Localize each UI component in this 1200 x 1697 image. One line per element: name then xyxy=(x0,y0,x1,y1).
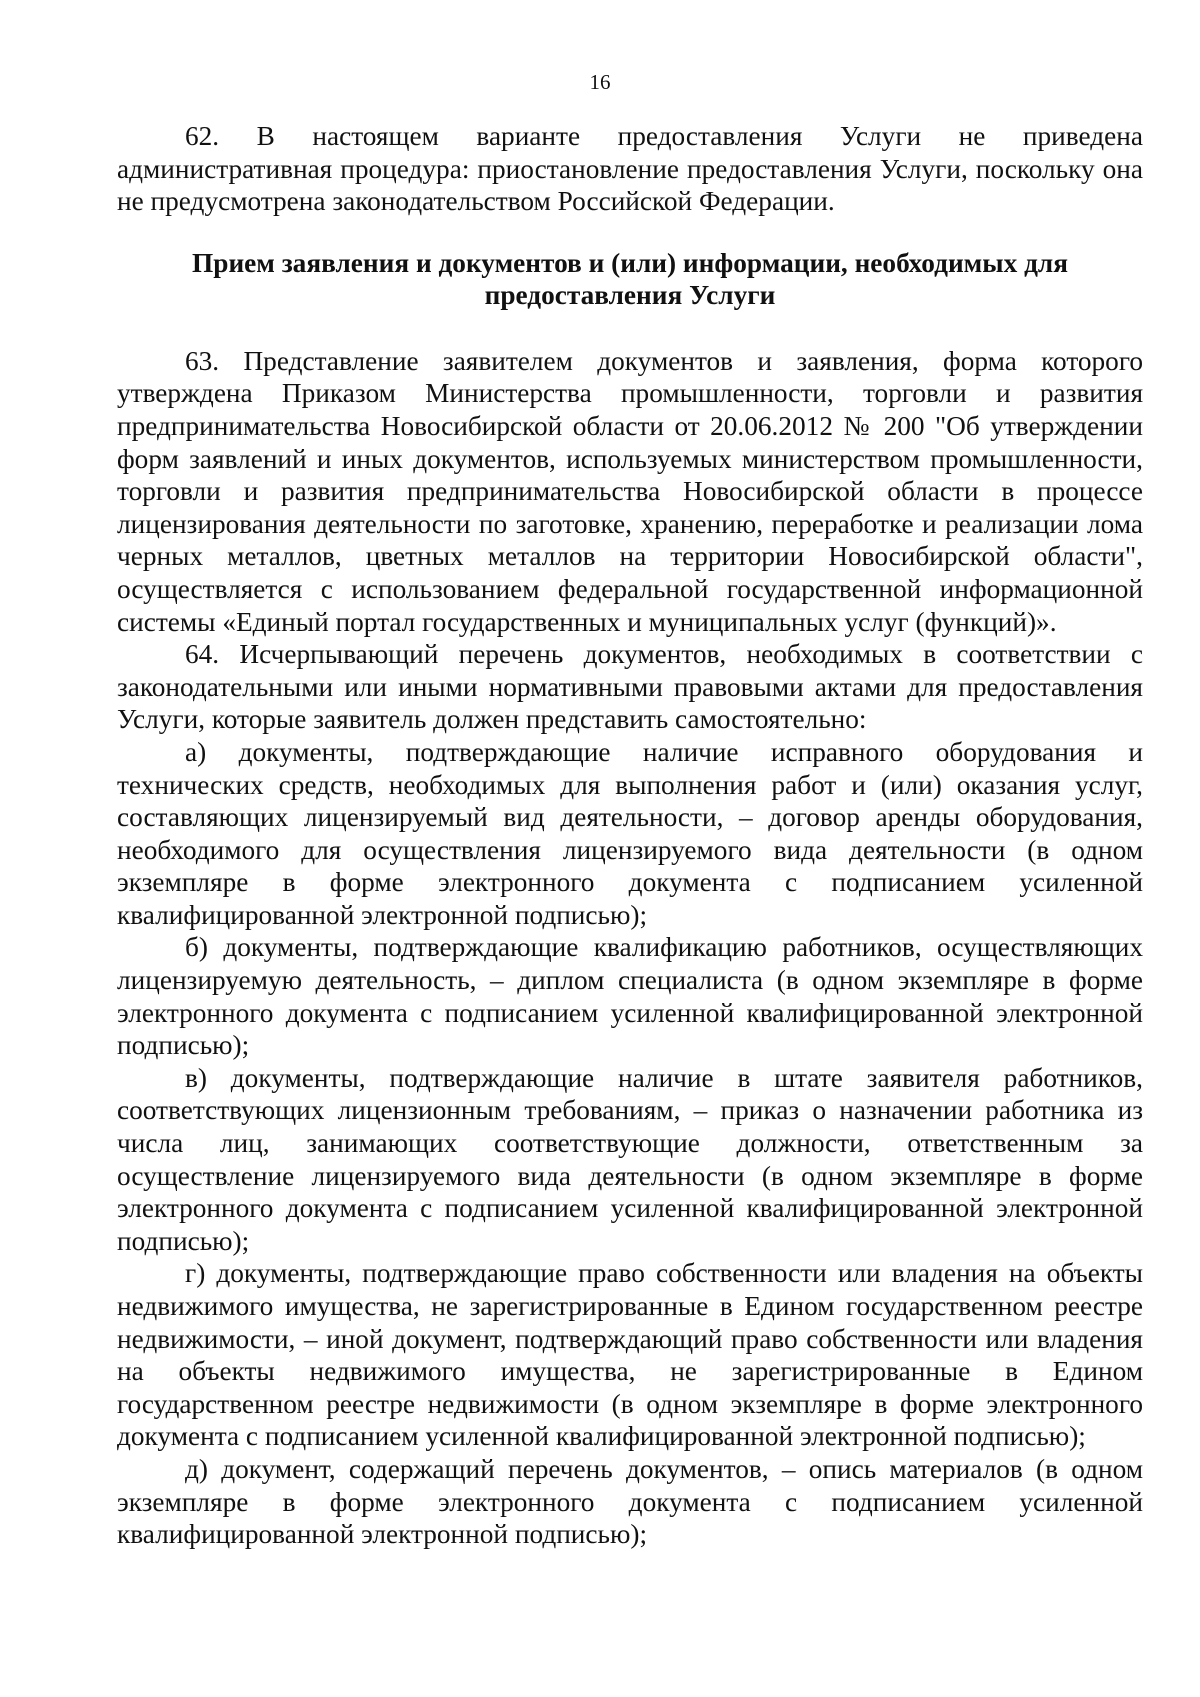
list-item-a: а) документы, подтверждающие наличие исправного оборудования и технических средств, необходимых для выполнения работ и (или) оказания услуг, составляющих лицензируемый вид деятельности, – договор аренды оборудования, необходимого для осуществления лицензируемого вида деятельности (в одном экземпляре в форме электронного документа с подписанием усиленной квалифицированной электронной подписью); xyxy=(117,736,1143,930)
list-item-d: д) документ, содержащий перечень документов, – опись материалов (в одном экземпляре в форме электронного документа с подписанием усиленной квалифицированной электронной подписью); xyxy=(117,1453,1143,1550)
paragraph-63: 63. Представление заявителем документов и заявления, форма которого утверждена Приказом Министерства промышленности, торговли и развития предпринимательства Новосибирской области от 20.06.2012 № 200 "Об утверждении форм заявлений и иных документов, используемых министерством промышленности, торговли и развития предпринимательства Новосибирской области в процессе лицензирования деятельности по заготовке, хранению, переработке и реализации лома черных металлов, цветных металлов на территории Новосибирской области", осуществляется с использованием федеральной государственной информационной системы «Единый портал государственных и муниципальных услуг (функций)». xyxy=(117,345,1143,637)
list-item-v: в) документы, подтверждающие наличие в штате заявителя работников, соответствующих лицензионным требованиям, – приказ о назначении работника из числа лиц, занимающих соответствующие должности, ответственным за осуществление лицензируемого вида деятельности (в одном экземпляре в форме электронного документа с подписанием усиленной квалифицированной электронной подписью); xyxy=(117,1062,1143,1256)
list-item-b: б) документы, подтверждающие квалификацию работников, осуществляющих лицензируемую деятельность, – диплом специалиста (в одном экземпляре в форме электронного документа с подписанием усиленной квалифицированной электронной подписью); xyxy=(117,932,1143,1061)
paragraph-64: 64. Исчерпывающий перечень документов, необходимых в соответствии с законодательными или иными нормативными правовыми актами для предоставления Услуги, которые заявитель должен представить самостоятельно: xyxy=(117,639,1143,735)
section-heading-line-1: Прием заявления и документов и (или) информации, необходимых для xyxy=(192,247,1068,278)
page-number: 16 xyxy=(589,70,611,94)
paragraph-62: 62. В настоящем варианте предоставления Услуги не приведена административная процедура: приостановление предоставления Услуги, поскольку она не предусмотрена законодательством Российской Федерации. xyxy=(117,121,1143,217)
section-heading-line-2: предоставления Услуги xyxy=(484,279,776,310)
document-body xyxy=(117,120,1143,1551)
section-heading xyxy=(117,247,1143,311)
list-item-g: г) документы, подтверждающие право собственности или владения на объекты недвижимого имущества, не зарегистрированные в Едином государственном реестре недвижимости, – иной документ, подтверждающий право собственности или владения на объекты недвижимого имущества, не зарегистрированные в Едином государственном реестре недвижимости (в одном экземпляре в форме электронного документа с подписанием усиленной квалифицированной электронной подписью); xyxy=(117,1258,1143,1452)
